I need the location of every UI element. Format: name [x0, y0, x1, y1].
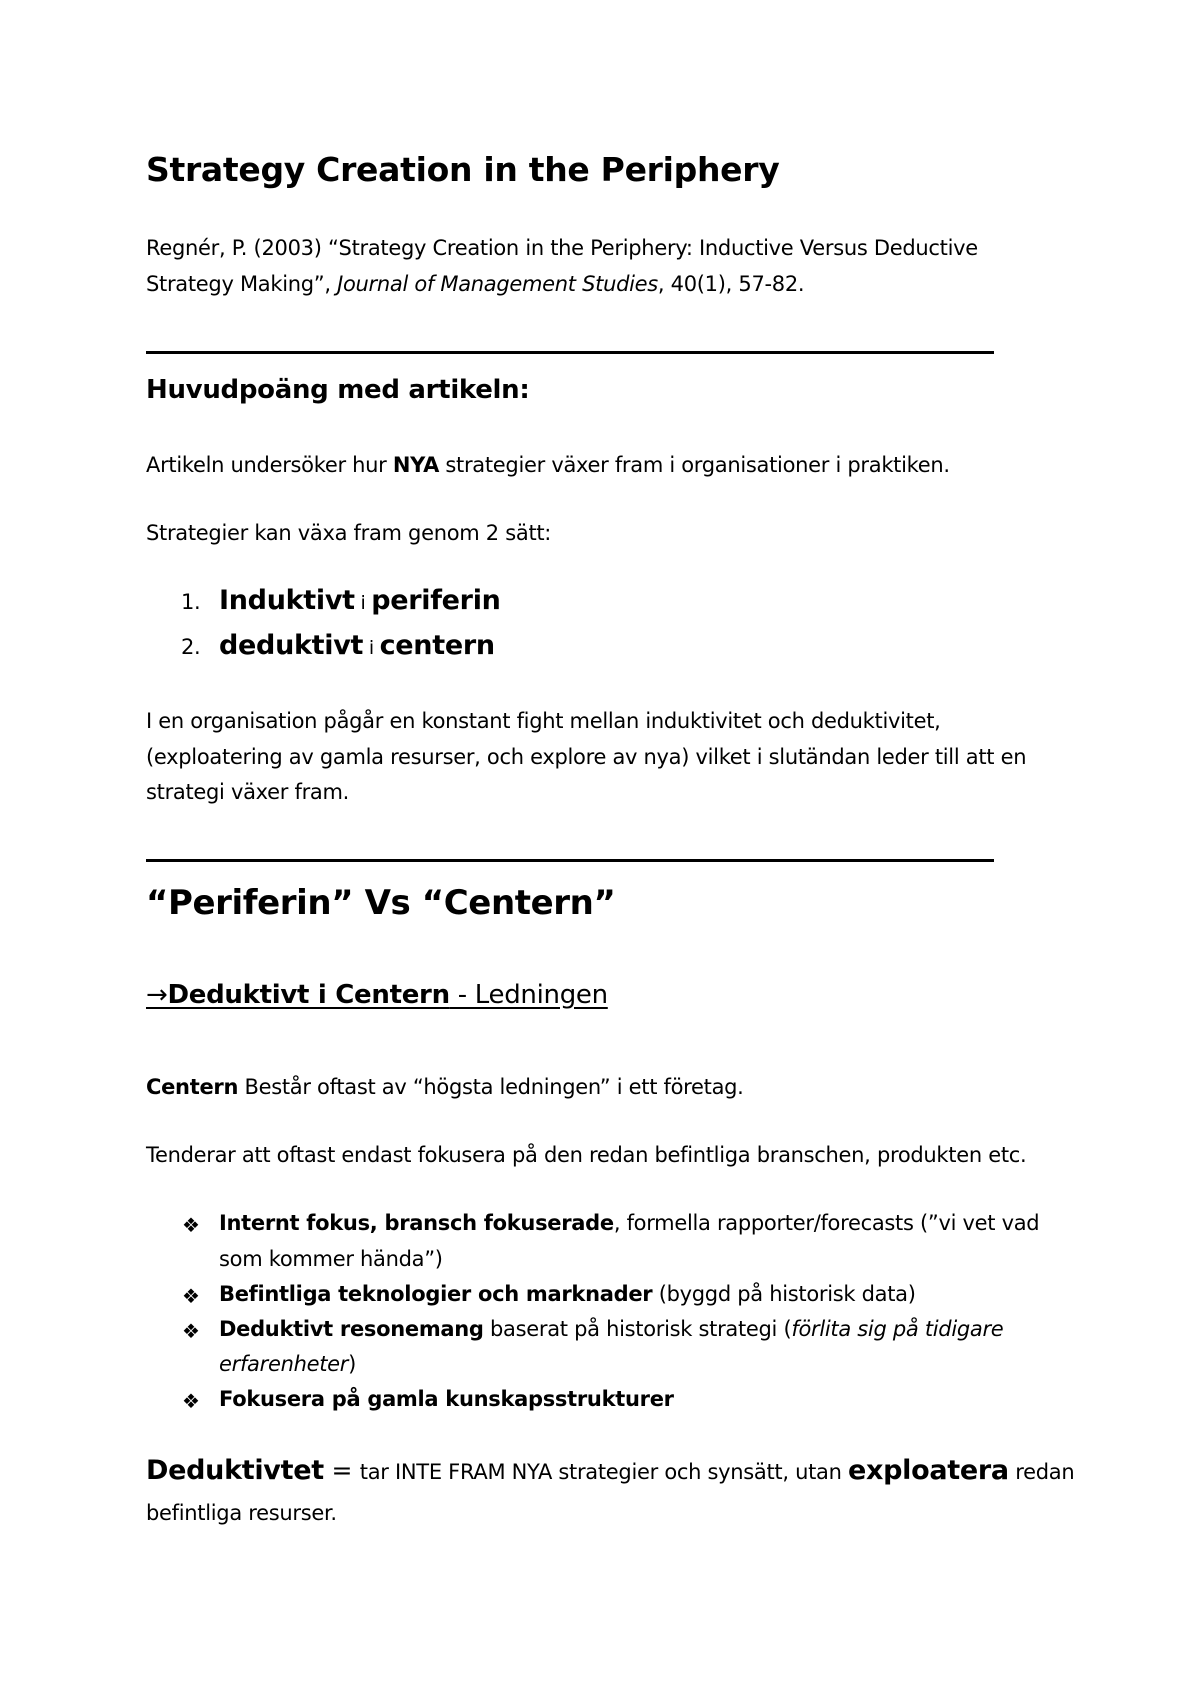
list-text: Induktivt — [219, 585, 355, 616]
diamond-bullet-icon: ❖ — [182, 1213, 200, 1237]
diamond-bullet-icon: ❖ — [182, 1284, 200, 1308]
paragraph-text: redan — [1008, 1460, 1075, 1484]
paragraph-text: tar INTE FRAM NYA strategier och synsätt, utan — [359, 1460, 849, 1484]
emphasis: NYA — [392, 453, 440, 477]
horizontal-rule — [146, 351, 994, 354]
journal-name: Journal of Management Studies — [337, 272, 658, 296]
paragraph: Strategier kan växa fram genom 2 sätt: — [146, 521, 552, 545]
bullet-item — [219, 1211, 1039, 1235]
emphasis: Fokusera på gamla kunskapsstrukturer — [219, 1387, 674, 1411]
horizontal-rule — [146, 859, 994, 862]
bullet-item-continued: som kommer hända”) — [219, 1247, 443, 1271]
paragraph-text: strategier växer fram i organisationer i praktiken. — [439, 453, 950, 477]
list-number: 2. — [181, 635, 201, 659]
emphasis: Centern — [146, 1075, 239, 1099]
diamond-bullet-icon: ❖ — [182, 1319, 200, 1343]
bullet-text: (byggd på historisk data) — [652, 1282, 916, 1306]
bullet-item — [219, 1317, 1003, 1341]
list-text: i — [363, 637, 380, 659]
bullet-item — [219, 1387, 674, 1411]
section-heading: “Periferin” Vs “Centern” — [146, 883, 616, 923]
list-text: i — [354, 592, 372, 614]
paragraph-text: Artikeln undersöker hur — [146, 453, 393, 477]
paragraph — [146, 1075, 744, 1099]
bullet-italic: erfarenheter — [219, 1352, 349, 1376]
arrow-icon: → — [146, 980, 168, 1010]
subheading — [146, 980, 608, 1010]
conclusion-line: befintliga resurser. — [146, 1501, 337, 1525]
emphasis: Internt fokus, bransch fokuserade — [219, 1211, 614, 1235]
citation-line-2 — [146, 272, 804, 296]
section-heading: Huvudpoäng med artikeln: — [146, 375, 530, 405]
citation-line-1: Regnér, P. (2003) “Strategy Creation in the Periphery: Inductive Versus Deductive — [146, 236, 978, 260]
citation-text: Strategy Making”, — [146, 272, 338, 296]
bullet-italic: förlita sig på tidigare — [791, 1317, 1004, 1341]
paragraph-line: I en organisation pågår en konstant fight mellan induktivitet och deduktivitet, — [146, 709, 941, 733]
paragraph — [146, 453, 950, 477]
subheading-underlined — [146, 980, 608, 1010]
bullet-text: baserat på historisk strategi ( — [483, 1317, 792, 1341]
diamond-bullet-icon: ❖ — [182, 1389, 200, 1413]
emphasis-large: exploatera — [848, 1455, 1009, 1486]
bullet-text: ) — [348, 1352, 357, 1376]
bullet-text: , formella rapporter/forecasts (”vi vet vad — [613, 1211, 1040, 1235]
list-item — [146, 585, 501, 616]
list-text: periferin — [371, 585, 501, 616]
emphasis-large: Deduktivtet — [146, 1455, 324, 1486]
paragraph-text: Består oftast av “högsta ledningen” i ett företag. — [238, 1075, 744, 1099]
subheading-bold: Deduktivt i Centern — [167, 980, 450, 1010]
list-text: deduktivt — [219, 630, 364, 661]
conclusion-line — [146, 1455, 1074, 1486]
paragraph-line: (exploatering av gamla resurser, och explore av nya) vilket i slutändan leder till att en — [146, 745, 1027, 769]
bullet-item — [219, 1282, 916, 1306]
list-item — [146, 630, 495, 661]
list-number: 1. — [181, 590, 201, 614]
bullet-item-continued — [219, 1352, 356, 1376]
document-title: Strategy Creation in the Periphery — [146, 150, 780, 189]
emphasis: Deduktivt resonemang — [219, 1317, 484, 1341]
subheading-text: - Ledningen — [449, 980, 608, 1010]
paragraph: Tenderar att oftast endast fokusera på den redan befintliga branschen, produkten etc. — [146, 1143, 1027, 1167]
emphasis: Befintliga teknologier och marknader — [219, 1282, 653, 1306]
equals-sign: = — [323, 1456, 360, 1485]
paragraph-line: strategi växer fram. — [146, 780, 350, 804]
list-text: centern — [379, 630, 495, 661]
citation-volume: , 40(1), 57-82. — [657, 272, 805, 296]
